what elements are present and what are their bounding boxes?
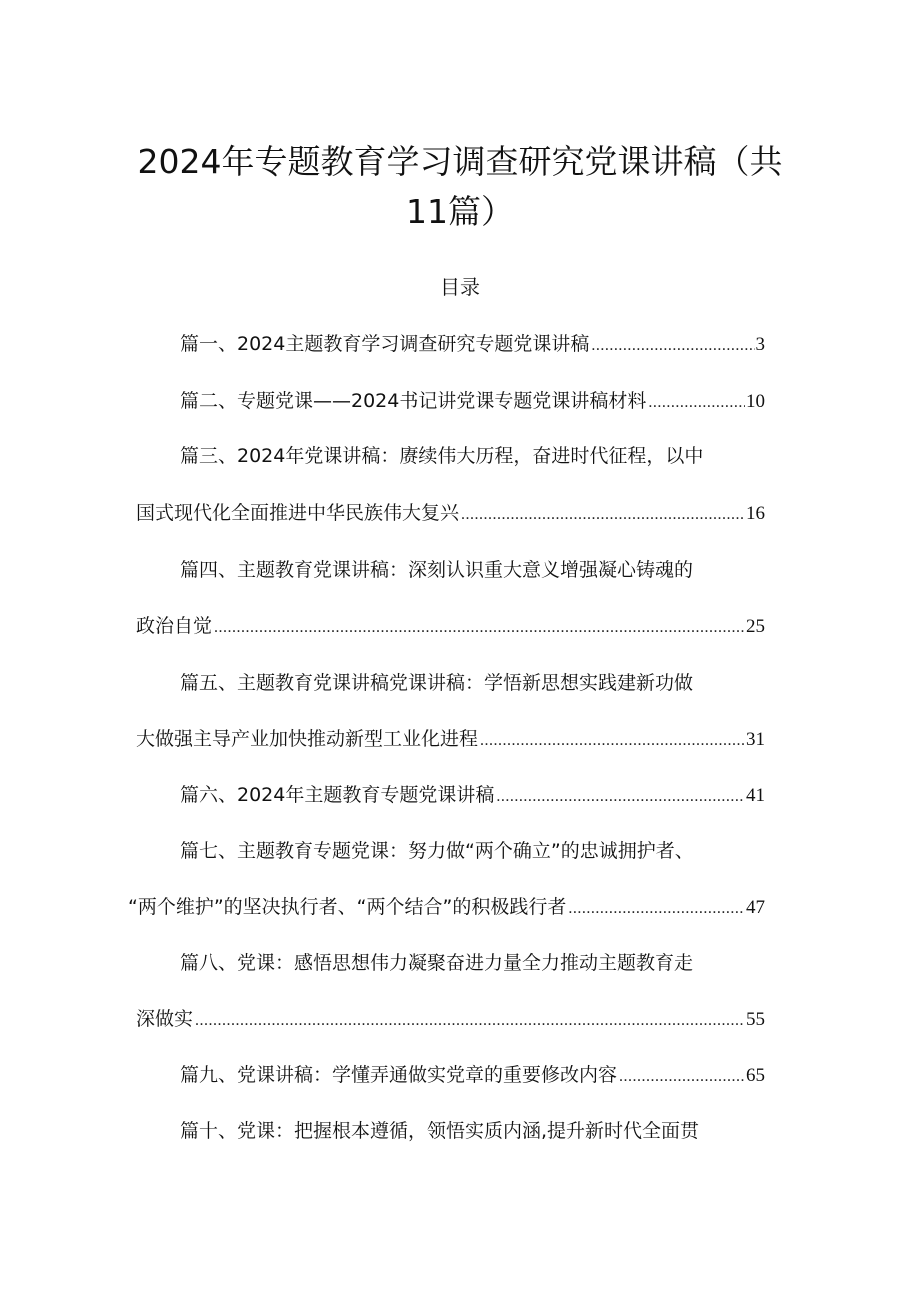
toc-entry-10-line-1[interactable]: 篇十、党课：把握根本遵循，领悟实质内涵,提升新时代全面贯	[180, 1120, 700, 1142]
toc-dot-leader	[480, 728, 745, 754]
toc-dot-leader	[195, 1008, 745, 1034]
toc-page-number: 55	[746, 1009, 765, 1030]
toc-entry-4-line-1[interactable]: 篇四、主题教育党课讲稿：深刻认识重大意义增强凝心铸魂的	[180, 559, 694, 581]
toc-dot-leader	[496, 784, 745, 810]
toc-page-number: 25	[746, 616, 765, 637]
toc-entry-4[interactable]	[136, 613, 765, 639]
toc-entry-text: 深做实	[136, 1008, 194, 1030]
toc-page-number: 47	[746, 897, 765, 918]
toc-entry-text: 篇一、2024主题教育学习调查研究专题党课讲稿	[180, 333, 590, 355]
toc-page-number: 16	[746, 503, 765, 524]
toc-entry-7[interactable]	[128, 894, 765, 920]
toc-page-number: 3	[755, 334, 765, 355]
toc-entry-text: 政治自觉	[136, 615, 213, 637]
toc-entry-5-line-1[interactable]: 篇五、主题教育党课讲稿党课讲稿：学悟新思想实践建新功做	[180, 672, 694, 694]
toc-entry-3[interactable]	[136, 500, 765, 526]
toc-dot-leader	[461, 502, 745, 528]
toc-entry-8-line-1[interactable]: 篇八、党课：感悟思想伟力凝聚奋进力量全力推动主题教育走	[180, 952, 694, 974]
toc-page-number: 65	[746, 1065, 765, 1086]
toc-entry-text: 篇九、党课讲稿：学懂弄通做实党章的重要修改内容	[180, 1064, 618, 1086]
toc-entry-text: 篇六、2024年主题教育专题党课讲稿	[180, 784, 495, 806]
toc-entry-text: 篇二、专题党课——2024书记讲党课专题党课讲稿材料	[180, 390, 647, 412]
toc-page-number: 10	[746, 391, 765, 412]
toc-entry-text: “两个维护”的坚决执行者、“两个结合”的积极践行者	[128, 896, 567, 918]
toc-entry-6[interactable]	[180, 782, 765, 808]
toc-entry-3-line-1[interactable]: 篇三、2024年党课讲稿：赓续伟大历程，奋进时代征程，以中	[180, 445, 704, 467]
toc-entry-5[interactable]	[136, 726, 765, 752]
toc-dot-leader	[568, 896, 745, 922]
toc-entry-text: 大做强主导产业加快推动新型工业化进程	[136, 728, 479, 750]
toc-heading: 目录	[440, 275, 480, 299]
document-title-line-1: 2024年专题教育学习调查研究党课讲稿（共	[137, 142, 783, 181]
toc-entry-7-line-1[interactable]: 篇七、主题教育专题党课：努力做“两个确立”的忠诚拥护者、	[180, 840, 694, 862]
toc-page-number: 41	[746, 785, 765, 806]
toc-entry-8[interactable]	[136, 1006, 765, 1032]
toc-page-number: 31	[746, 729, 765, 750]
toc-entry-1[interactable]	[180, 331, 765, 357]
toc-dot-leader	[591, 333, 754, 359]
toc-dot-leader	[214, 615, 745, 641]
toc-entry-2[interactable]	[180, 388, 765, 414]
toc-dot-leader	[619, 1064, 745, 1090]
toc-entry-9[interactable]	[180, 1062, 765, 1088]
document-title-line-2: 11篇）	[406, 192, 514, 231]
toc-entry-text: 国式现代化全面推进中华民族伟大复兴	[136, 502, 460, 524]
toc-dot-leader	[648, 390, 745, 416]
